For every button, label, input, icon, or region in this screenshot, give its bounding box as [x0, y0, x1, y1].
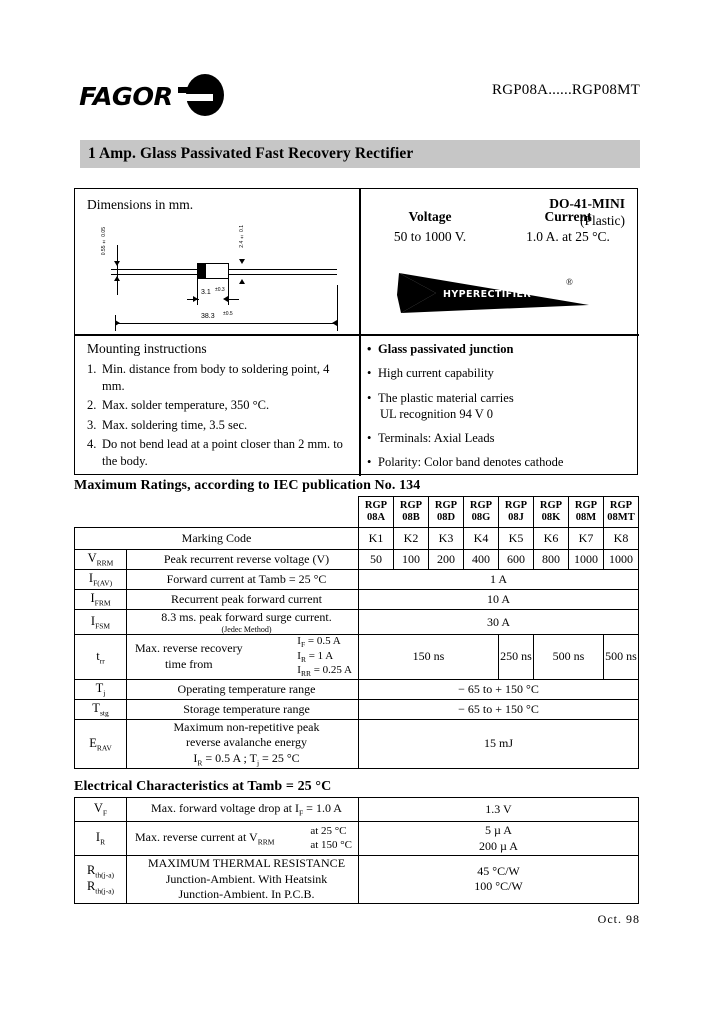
mounting-item-number: 4. [87, 437, 97, 451]
symbol-cell [75, 635, 127, 680]
ir-desc-subscript: RRM [257, 837, 275, 847]
part-prefix: RGP [504, 500, 528, 511]
bullet-icon: • [367, 390, 372, 405]
part-suffix: 08K [541, 512, 561, 524]
symbol-cell [75, 679, 127, 699]
parameter-description [127, 719, 359, 768]
part-suffix: 08M [575, 512, 597, 524]
part-suffix: 08A [366, 512, 386, 524]
table-row [75, 679, 639, 699]
feature-text: Glass passivated junction [378, 342, 514, 356]
cond-value: = 0.5 A ; T [202, 751, 257, 765]
rth-value: 100 °C/W [474, 879, 523, 894]
symbol-subscript: F(AV) [93, 578, 113, 588]
symbol-subscript: rr [99, 656, 105, 666]
current-label: Current [544, 209, 592, 224]
marking-code-value: K3 [429, 528, 464, 550]
mounting-item-text: Max. solder temperature, 350 °C. [102, 398, 270, 412]
vrrm-value: 1000 [604, 550, 639, 570]
trr-conditions [297, 635, 358, 679]
parameter-description: Storage temperature range [127, 699, 359, 719]
electrical-characteristics-table [74, 797, 639, 904]
symbol-text: I [95, 830, 101, 845]
mounting-item-number: 2. [87, 398, 97, 412]
feature-item [367, 430, 633, 446]
symbol-subscript: FSM [95, 621, 111, 631]
table-header-row [75, 497, 639, 528]
parameter-description [127, 798, 359, 822]
symbol-text: t [96, 648, 100, 663]
symbol-subscript: j [103, 688, 106, 698]
bullet-icon: • [367, 431, 372, 445]
fagor-logo [80, 74, 224, 118]
part-header-cell [569, 497, 604, 528]
ir-conditions [310, 825, 358, 853]
mounting-item-number: 3. [87, 417, 97, 432]
page-title: 1 Amp. Glass Passivated Fast Recovery Rectifier [88, 145, 414, 162]
part-header-cell [429, 497, 464, 528]
voltage-label: Voltage [408, 209, 452, 224]
trr-value: 500 ns [534, 635, 604, 680]
trr-condition [297, 635, 352, 650]
marking-code-value: K6 [534, 528, 569, 550]
part-suffix: 08J [508, 512, 524, 524]
mounting-item-number: 1. [87, 362, 97, 376]
body-len-line-right [227, 299, 239, 300]
package-drawing [75, 225, 359, 333]
table-row [75, 822, 639, 856]
erav-desc-line1: Maximum non-repetitive peak [173, 719, 320, 734]
registered-trademark-icon: ® [566, 277, 573, 287]
cond-value: = 0.25 A [313, 664, 352, 677]
mounting-item [87, 397, 349, 414]
ir-values [359, 822, 639, 856]
cond-subscript-2: j [256, 758, 260, 768]
hyperectifier-wordmark: HYPERECTIFIER [443, 289, 532, 300]
trr-value: 500 ns [604, 635, 639, 680]
symbol-text: V [93, 801, 103, 816]
rth-desc-line2: Junction-Ambient. With Heatsink [165, 871, 328, 886]
ifsm-value: 30 A [359, 610, 639, 635]
trr-desc-line2: time from [164, 656, 213, 671]
symbol-subscript: th(j-a) [95, 870, 115, 880]
cond-subscript: F [300, 640, 306, 650]
lead-dim-line [117, 245, 118, 295]
feature-item [367, 454, 633, 470]
body-len-arrow-right [223, 296, 228, 302]
ir-value: 200 µ A [479, 838, 518, 853]
vrrm-value: 400 [464, 550, 499, 570]
table-row [75, 550, 639, 570]
mounting-item-text: Max. soldering time, 3.5 sec. [102, 417, 248, 432]
trr-desc-line1: Max. reverse recovery [135, 641, 243, 656]
total-length-tol: ±0.5 [223, 311, 233, 317]
max-ratings-table [74, 496, 639, 769]
parameter-description: Operating temperature range [127, 679, 359, 699]
rth-symbol-1 [75, 863, 126, 880]
ir-desc [135, 830, 274, 846]
feature-text: High current capability [378, 366, 494, 381]
ir-condition: at 150 °C [310, 838, 352, 851]
symbol-text: T [95, 681, 104, 696]
product-title-band [80, 140, 640, 168]
table-row [75, 699, 639, 719]
symbol-text: V [87, 551, 97, 566]
cond-subscript: RR [300, 669, 311, 679]
spacer-cell [75, 497, 127, 528]
part-prefix: RGP [434, 500, 458, 511]
bullet-icon: • [367, 342, 372, 356]
feature-item [367, 390, 633, 423]
cond-symbol: I [297, 649, 301, 662]
package-material: (Plastic) [580, 212, 625, 228]
symbol-subscript: RAV [96, 743, 112, 753]
symbol-text: T [92, 701, 100, 716]
marking-code-value: K1 [359, 528, 394, 550]
part-header-cell [604, 497, 639, 528]
symbol-text: E [89, 735, 97, 750]
trr-value: 150 ns [359, 635, 499, 680]
lead-diameter-label: 0.55 ± 0.05 [101, 227, 107, 256]
part-header-cell [464, 497, 499, 528]
current-summary [499, 207, 637, 246]
ratings-summary [361, 207, 637, 246]
marking-code-value: K4 [464, 528, 499, 550]
rth-desc-line1: MAXIMUM THERMAL RESISTANCE [147, 856, 346, 870]
lead-left [111, 269, 199, 275]
mounting-item [87, 417, 349, 434]
body-len-ext-right [228, 279, 229, 305]
marking-code-value: K2 [394, 528, 429, 550]
cond-symbol: I [193, 751, 198, 765]
marking-code-value: K8 [604, 528, 639, 550]
feature-text: Terminals: Axial Leads [378, 431, 495, 445]
max-ratings-heading: Maximum Ratings, according to IEC publication No. 134 [74, 478, 421, 493]
bullet-icon: • [367, 455, 372, 470]
bullet-icon: • [367, 366, 372, 381]
dimensions-heading: Dimensions in mm. [87, 197, 194, 212]
table-row [75, 528, 639, 550]
body-dim-arrow-top [239, 259, 245, 264]
feature-item [367, 365, 633, 381]
cond-subscript: R [300, 654, 306, 664]
parameter-description: Recurrent peak forward current [127, 590, 359, 610]
rth-desc-line3: Junction-Ambient. In P.C.B. [178, 887, 315, 902]
lead-right [227, 269, 337, 275]
marking-code-value: K7 [569, 528, 604, 550]
feature-item [367, 341, 633, 357]
hyperectifier-logo [361, 265, 637, 321]
body-length-value: 3.1 [201, 289, 211, 296]
vrrm-value: 800 [534, 550, 569, 570]
symbol-text: I [88, 571, 94, 586]
symbol-text: R [86, 879, 96, 894]
part-header-cell [359, 497, 394, 528]
parameter-description [127, 822, 359, 856]
feature-text: The plastic material carries [378, 390, 514, 405]
symbol-subscript: FRM [94, 598, 111, 608]
cond-value-2: = 25 °C [259, 751, 300, 765]
mounting-heading: Mounting instructions [87, 341, 207, 356]
cond-symbol: I [297, 664, 301, 677]
package-info-box [74, 188, 638, 475]
spacer-cell [127, 497, 359, 528]
vrrm-value: 100 [394, 550, 429, 570]
part-prefix: RGP [364, 500, 388, 511]
symbol-text: I [90, 613, 96, 628]
parameter-description-note: (Jedec Method) [221, 625, 272, 635]
cond-value: = 1 A [308, 649, 334, 662]
symbol-text: R [86, 862, 96, 877]
table-row [75, 798, 639, 822]
ir-condition: at 25 °C [310, 824, 347, 837]
part-suffix: 08MT [607, 512, 635, 524]
trr-condition [297, 664, 352, 679]
total-len-ext-right [337, 285, 338, 331]
package-code: DO-41-MINI [549, 196, 625, 211]
voltage-summary [361, 207, 499, 246]
symbol-cell [75, 822, 127, 856]
rth-symbol-2 [75, 879, 126, 896]
vf-desc-subscript: F [299, 808, 304, 818]
part-header-cell [534, 497, 569, 528]
voltage-value: 50 to 1000 V. [393, 228, 467, 244]
part-header-cell [499, 497, 534, 528]
page-header [80, 70, 640, 120]
tj-value: − 65 to + 150 °C [359, 679, 639, 699]
symbol-cell [75, 719, 127, 768]
box-left-divider [75, 334, 359, 336]
symbol-subscript: RRM [96, 558, 114, 568]
mounting-item-text: Do not bend lead at a point closer than 2 mm. to the body. [102, 437, 343, 468]
part-suffix: 08D [436, 512, 456, 524]
symbol-cell [75, 550, 127, 570]
marking-code-value: K5 [499, 528, 534, 550]
symbol-cell [75, 590, 127, 610]
body-diameter-label: 2.4 ± 0.1 [239, 225, 245, 248]
ir-desc-text: Max. reverse current at V [135, 830, 258, 845]
table-row [75, 635, 639, 680]
symbol-text: I [90, 591, 95, 606]
symbol-cell [75, 699, 127, 719]
logo-disc-icon [178, 74, 224, 118]
rth-value: 45 °C/W [477, 863, 520, 878]
erav-desc-line3 [135, 751, 358, 768]
parameter-description [127, 856, 359, 904]
symbol-subscript: R [100, 837, 106, 847]
cond-value: = 0.5 A [307, 635, 341, 648]
feature-text: Polarity: Color band denotes cathode [378, 455, 564, 470]
part-suffix: 08G [471, 512, 491, 524]
parameter-description [127, 635, 359, 680]
table-row [75, 856, 639, 904]
logo-wordmark: FAGOR [79, 81, 173, 111]
trr-value: 250 ns [499, 635, 534, 680]
symbol-cell [75, 570, 127, 590]
part-number-range: RGP08A......RGP08MT [492, 82, 640, 98]
trr-condition [297, 650, 352, 665]
erav-value: 15 mJ [359, 719, 639, 768]
symbol-cell [75, 798, 127, 822]
body-dim-arrow-bottom [239, 279, 245, 284]
current-value: 1.0 A. at 25 °C. [526, 228, 610, 244]
lead-dim-arrow-bottom [114, 276, 120, 281]
mounting-item [87, 361, 349, 394]
parameter-description: Peak recurrent reverse voltage (V) [127, 550, 359, 570]
lead-dim-arrow-top [114, 261, 120, 266]
part-suffix: 08B [402, 512, 420, 524]
tstg-value: − 65 to + 150 °C [359, 699, 639, 719]
part-prefix: RGP [399, 500, 423, 511]
part-header-cell [394, 497, 429, 528]
part-prefix: RGP [539, 500, 563, 511]
body-length-tol: ±0.3 [215, 287, 225, 293]
ir-value: 5 µ A [485, 822, 512, 837]
cond-subscript: R [197, 758, 203, 768]
electrical-characteristics-heading: Electrical Characteristics at Tamb = 25 °C [74, 779, 332, 794]
footer-date: Oct. 98 [597, 912, 640, 926]
mounting-item [87, 436, 349, 469]
symbol-cell [75, 856, 127, 904]
vrrm-value: 200 [429, 550, 464, 570]
part-prefix: RGP [469, 500, 493, 511]
symbol-cell [75, 610, 127, 635]
vf-desc-rest: = 1.0 A [303, 801, 342, 816]
mounting-instructions-list [87, 361, 349, 472]
symbol-subscript: stg [99, 708, 109, 718]
table-row [75, 610, 639, 635]
cathode-band [198, 264, 206, 278]
body-len-arrow-left [193, 296, 198, 302]
feature-text-wrap [378, 390, 514, 423]
cond-symbol: I [297, 635, 301, 648]
vrrm-value: 600 [499, 550, 534, 570]
part-prefix: RGP [574, 500, 598, 511]
total-len-line [115, 323, 337, 324]
marking-code-label: Marking Code [75, 528, 359, 550]
parameter-description-text: 8.3 ms. peak forward surge current. [161, 610, 332, 625]
parameter-description: Forward current at Tamb = 25 °C [127, 570, 359, 590]
vf-desc: Max. forward voltage drop at I [151, 801, 299, 816]
vrrm-value: 1000 [569, 550, 604, 570]
rth-values [359, 856, 639, 904]
ifrm-value: 10 A [359, 590, 639, 610]
table-row [75, 719, 639, 768]
trr-desc [135, 641, 243, 672]
feature-text-line2: UL recognition 94 V 0 [380, 406, 493, 421]
vrrm-value: 50 [359, 550, 394, 570]
total-len-ext-left [115, 315, 116, 331]
table-row [75, 590, 639, 610]
total-length-value: 38.3 [201, 313, 215, 320]
box-right-divider [359, 334, 639, 336]
table-row [75, 570, 639, 590]
vf-value: 1.3 V [359, 798, 639, 822]
erav-desc-line2: reverse avalanche energy [185, 735, 308, 750]
symbol-subscript: F [102, 808, 108, 818]
mounting-item-text: Min. distance from body to soldering point, 4 mm. [102, 362, 330, 393]
parameter-description [127, 610, 359, 635]
part-prefix: RGP [609, 500, 633, 511]
if-av-value: 1 A [359, 570, 639, 590]
symbol-subscript: th(j-a) [95, 886, 115, 896]
features-list [367, 341, 633, 479]
